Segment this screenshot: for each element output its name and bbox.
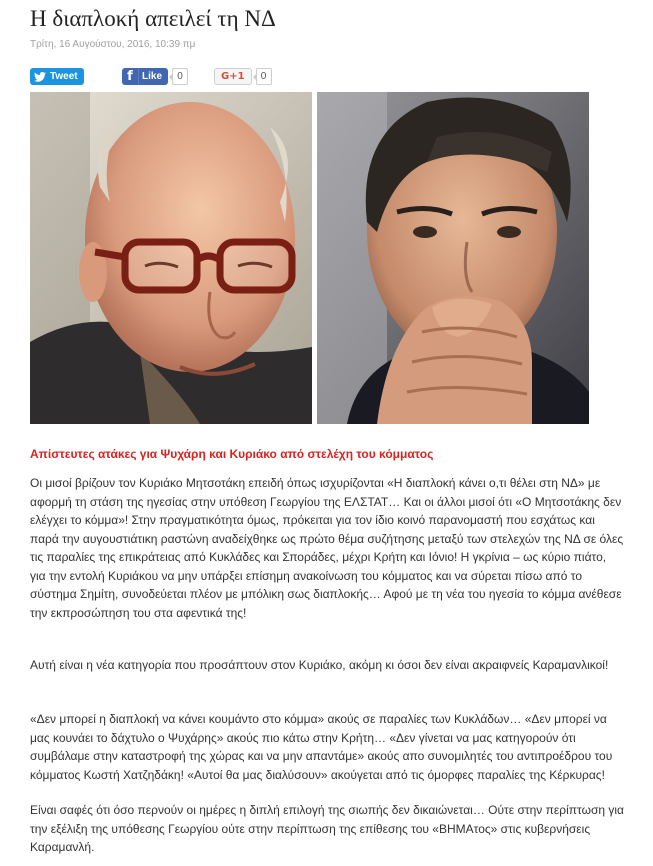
- gplus-button[interactable]: G+1: [214, 68, 252, 85]
- tweet-label: Tweet: [50, 71, 78, 82]
- tweet-button[interactable]: [30, 68, 84, 85]
- photo-left: [30, 92, 312, 424]
- facebook-f-icon: f: [122, 68, 139, 85]
- article-paragraph-3: «Δεν μπορεί η διαπλοκή να κάνει κουμάντο στο κόμμα» ακούς σε παραλίες των Κυκλάδων… «Δεν μπορεί να μας κουνάει το δάχτυλο ο Ψυχάρης» ακούς πιο κάτω στην Κρήτη… «Δεν γίνεται να μας κατηγορούν ότι συμβάλαμε στην καταστροφή της χώρας και να μην απαντάμε» ακούς απο συνομιλητές του αντιπροέδρου του κόμματος Κωστή Χατζηδάκη! «Αυτοί θα μας διαλύσουν» ακούγεται από τις όμορφες παραλίες της Κέρκυρας!: [30, 712, 613, 782]
- gplus-share: [214, 68, 272, 85]
- facebook-share: [122, 68, 188, 85]
- twitter-bird-icon: [34, 72, 46, 82]
- like-button[interactable]: [122, 68, 168, 85]
- article-date: Τρίτη, 16 Αυγούστου, 2016, 10:39 πμ: [30, 39, 196, 50]
- photo-right: [317, 92, 589, 424]
- like-count: 0: [172, 68, 188, 85]
- gplus-count: 0: [256, 68, 272, 85]
- tweet-share: [30, 68, 84, 85]
- article-paragraph-2: Αυτή είναι η νέα κατηγορία που προσάπτουν στον Κυριάκο, ακόμη κι όσοι δεν είναι ακραιφνείς Καραμανλικοί!: [30, 658, 609, 672]
- like-label: Like: [142, 71, 163, 82]
- article-subtitle: Απίστευτες ατάκες για Ψυχάρη και Κυριάκο από στελέχη του κόμματος: [30, 447, 434, 461]
- article-paragraph-4: Είναι σαφές ότι όσο περνούν οι ημέρες η διπλή επιλογή της σιωπής δεν δικαιώνεται… Ούτε στην περίπτωση για την εξέλιξη της υπόθεσης Γεωργίου ούτε στην περίπτωση της επίθεσης του «ΒΗΜΑτος» στις κυβερνήσεις Καραμανλή.: [30, 803, 624, 854]
- article-title: Η διαπλοκή απειλεί τη ΝΔ: [30, 6, 276, 31]
- article-paragraph-1: Οι μισοί βρίζουν τον Κυριάκο Μητσοτάκη επειδή όπως ισχυρίζονται «Η διαπλοκή κάνει ο,τι θέλει στη ΝΔ» με αφορμή τη στάση της ηγεσίας στην υπόθεση Γεωργίου της ΕΛΣΤΑΤ… Και οι άλλοι μισοί ότι «Ο Μητσοτάκης δεν ελέγχει το κόμμα»! Στην πραγματικότητα όμως, πρόκειται για τον ίδιο κοινό παρανομαστή που εσχάτως και παρά την αυγουστιάτικη ραστώνη αναδείχθηκε ως πρώτο θέμα συζήτησης μεταξύ των στελεχών της ΝΔ σε όλες τις παραλίες της επικράτειας από Κυκλάδες και Σποράδες, μέχρι Κρήτη και Ιόνιο! Η γκρίνια – ως κύριο πιάτο, για την εντολή Κυριάκου να μην υπάρξει επίσημη ανακοίνωση του κόμματος και να σύρεται πίσω από το σύστημα Σημίτη, συνοδεύεται πλέον με μπόλικη σως διαπλοκής… Αφού με τη νέα του ηγεσία το κόμμα ανέθεσε την εκπροσώπηση του στα αφεντικά της!: [30, 476, 624, 620]
